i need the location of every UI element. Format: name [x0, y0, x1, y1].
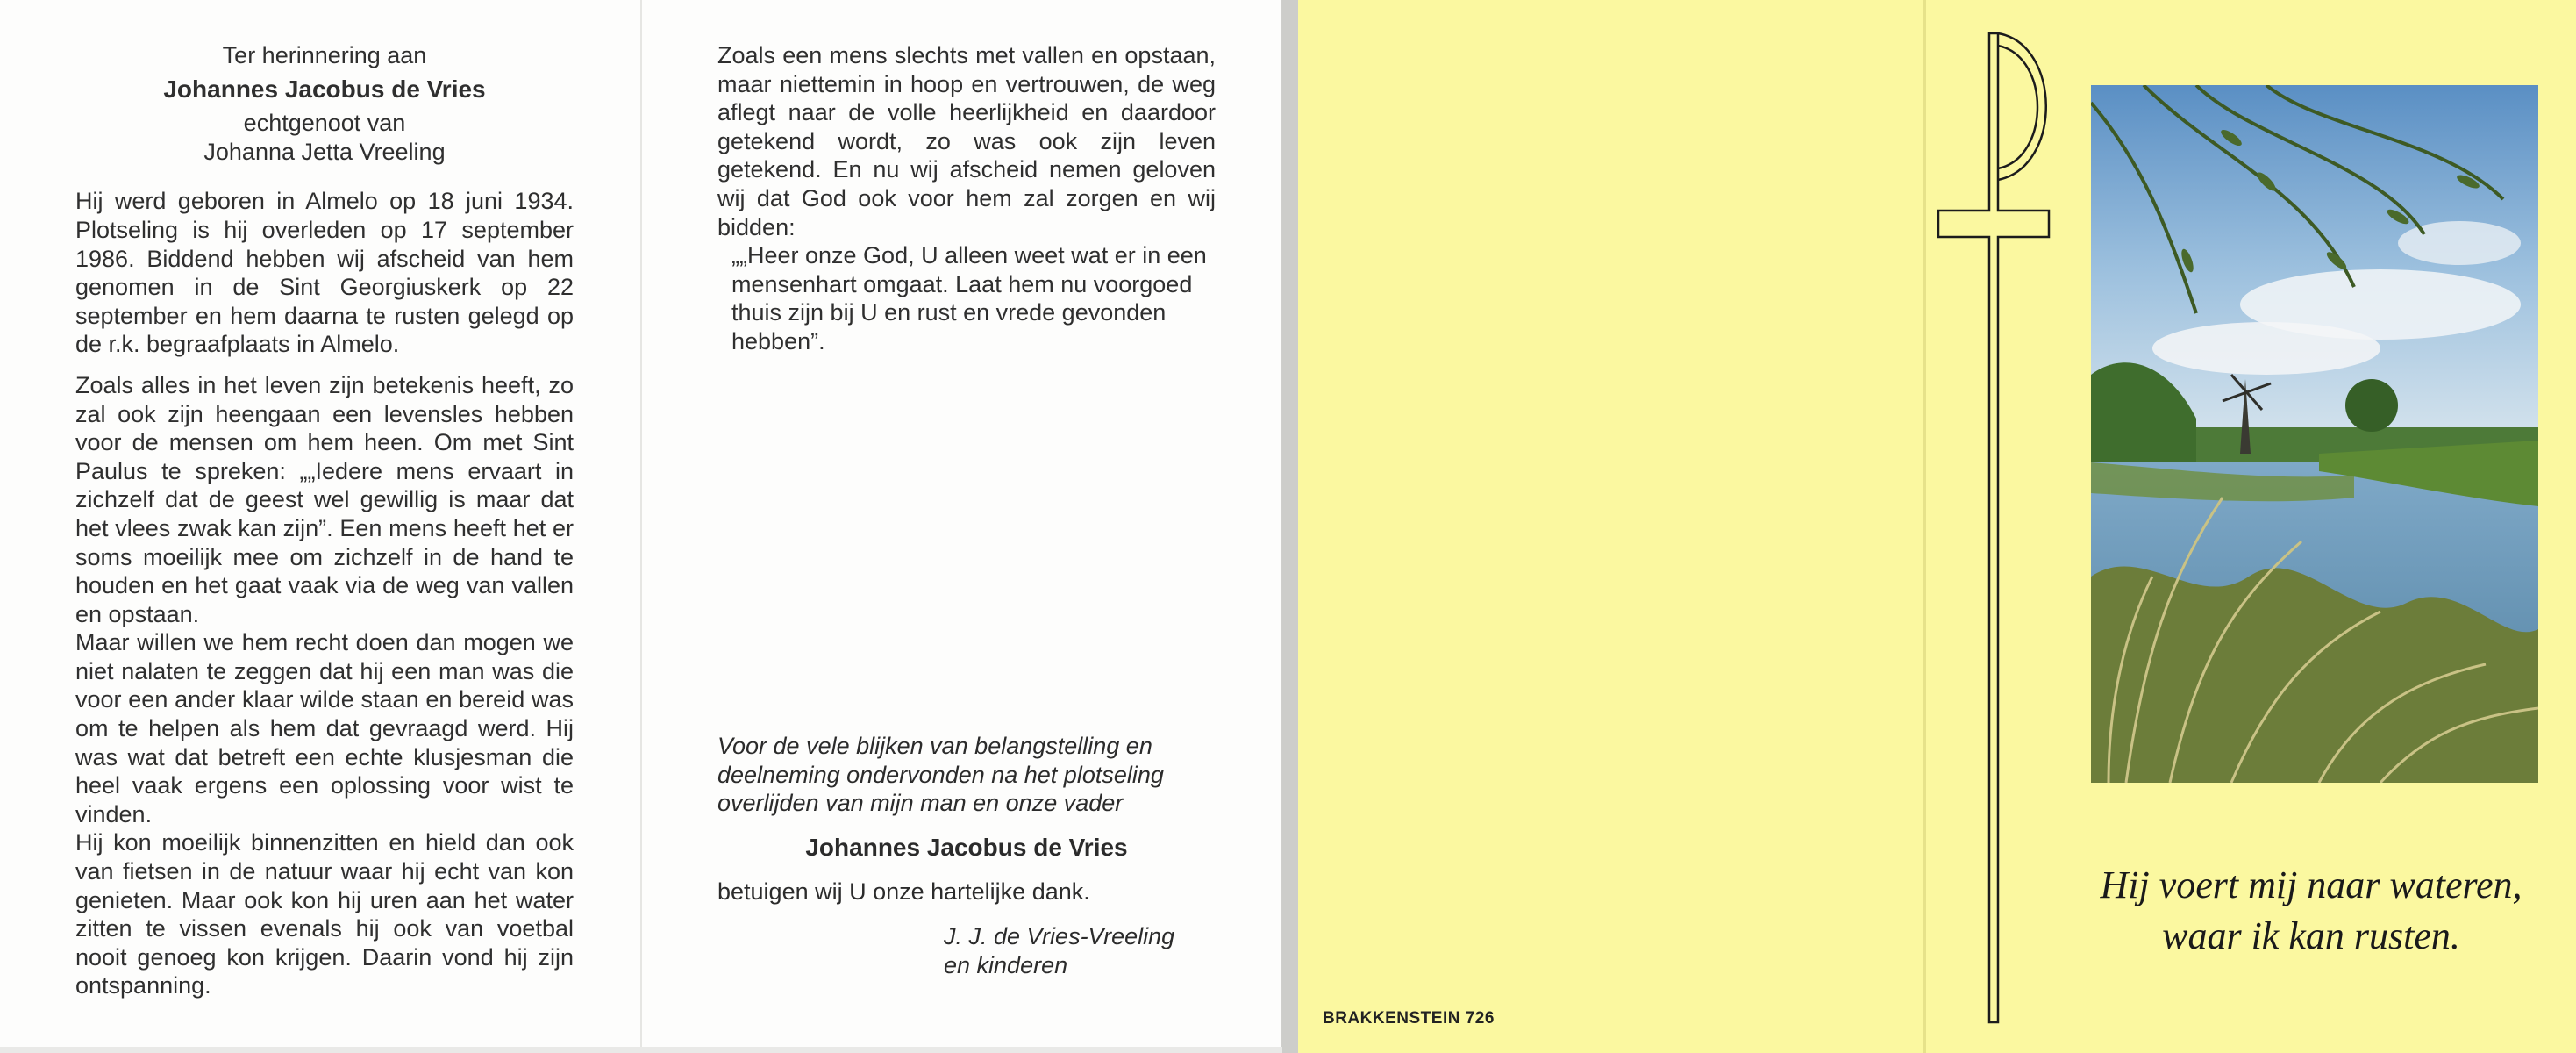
left-page [75, 41, 574, 1000]
card-gap [1282, 0, 1298, 1053]
chi-rho-cross-icon [1930, 26, 2066, 1035]
faith-paragraph: Zoals een mens slechts met vallen en opstaan, maar niettemin in hoop en vertrouwen, de weg aflegt naar de volle heerlijkheid en daardoor getekend wordt, zo was ook zijn leven getekend. En nu wij afscheid nemen geloven wij dat God ook voor hem zal zorgen en wij bidden: [717, 42, 1216, 240]
fold-line [640, 0, 642, 1047]
psalm-quote [2048, 860, 2574, 962]
signature-name: J. J. de Vries-Vreeling [944, 922, 1175, 949]
reflection-paragraph: Zoals alles in het leven zijn betekenis heeft, zo zal ook zijn heengaan een levensles hebben voor de mensen om hem heen. Om met Sint Paulus te spreken: „„Iedere mens ervaart in zichzelf dat de geest wel gewillig is maar dat het vlees zwak kan zijn”. Een mens heeft het er soms moeilijk mee om zichzelf in de hand te houden en het gaat vaak via de weg van vallen en opstaan. [75, 371, 574, 627]
hobbies-paragraph: Hij kon moeilijk binnenzitten en hield dan ook van fietsen in de natuur waar hij echt van kon genieten. Maar ook kon hij uren aan het water zitten te vissen evenals hij ook van voetbal nooit genoeg kon krijgen. Daarin vond hij zijn ontspanning. [75, 829, 574, 999]
publisher-code: BRAKKENSTEIN 726 [1323, 1009, 1495, 1028]
prayer-text: „„Heer onze God, U alleen weet wat er in een mensenhart omgaat. Laat hem nu voorgoed thuis zijn bij U en rust en vrede gevonden hebben”. [731, 242, 1207, 355]
deceased-name: Johannes Jacobus de Vries [163, 75, 486, 103]
thanks-name: Johannes Jacobus de Vries [805, 833, 1128, 861]
thanks-line: betuigen wij U onze hartelijke dank. [717, 878, 1090, 906]
character-paragraph: Maar willen we hem recht doen dan mogen we niet nalaten te zeggen dat hij een man was die voor een ander klaar wilde staan en bereid was om te helpen als hem dat gevraagd werd. Hij was wat dat betreft een echte klusjesman die heel vaak ergens een oplossing voor wist te vinden. [75, 629, 574, 827]
right-page [717, 41, 1216, 356]
thanks-intro: Voor de vele blijken van belangstelling en deelneming ondervonden na het plotseling overlijden van mijn man en onze vader [717, 733, 1164, 817]
intro-text: Ter herinnering aan [222, 42, 427, 68]
psalm-line-1: Hij voert mij naar wateren, [2100, 863, 2522, 906]
spouse-label: echtgenoot van [243, 110, 406, 137]
thanks-block [717, 732, 1216, 979]
cover-fold-line [1923, 0, 1926, 1053]
psalm-line-2: waar ik kan rusten. [2162, 914, 2460, 957]
signature-family: en kinderen [944, 951, 1068, 978]
spouse-name: Johanna Jetta Vreeling [203, 138, 446, 165]
biography-paragraph: Hij werd geboren in Almelo op 18 juni 1934. Plotseling is hij overleden op 17 september 1986. Biddend hebben wij afscheid van hem genomen in de Sint Georgiuskerk op 22 september en hem daarna te rusten gelegd op de r.k. begraafplaats in Almelo. [75, 188, 574, 358]
landscape-photo [2091, 85, 2538, 783]
